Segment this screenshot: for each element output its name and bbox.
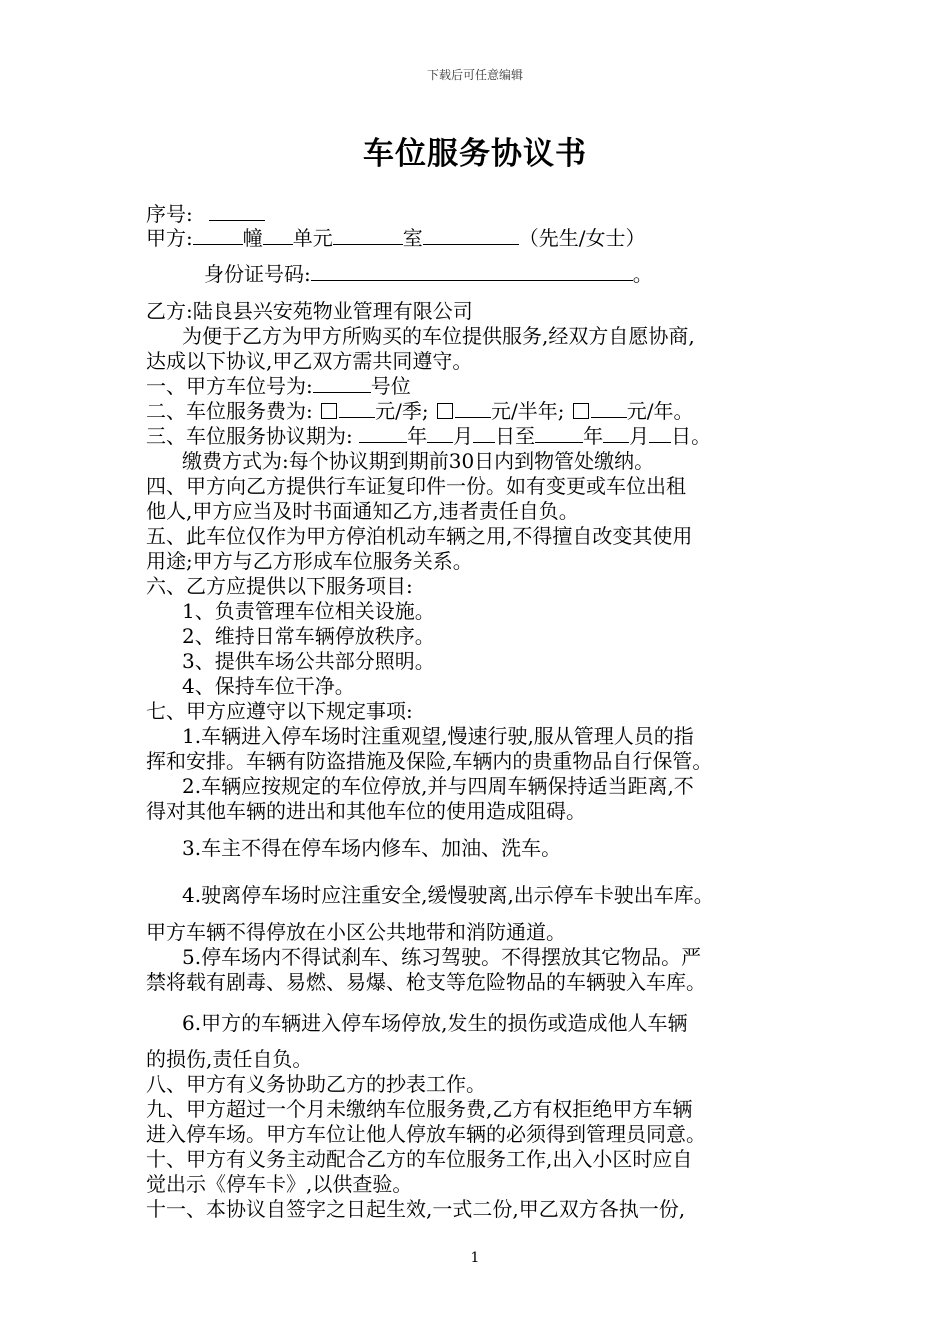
start-year-label: 年 [407, 424, 428, 448]
clause-10-line-2: 觉出示《停车卡》,以供查验。 [146, 1172, 413, 1196]
document-title: 车位服务协议书 [363, 136, 587, 172]
end-month-blank[interactable] [603, 424, 629, 443]
space-number-blank[interactable] [313, 374, 371, 393]
checkbox-season[interactable] [321, 403, 337, 419]
clause-1 [146, 374, 411, 398]
page-number: 1 [470, 1250, 480, 1266]
clause-2 [146, 399, 694, 423]
service-item: 3、提供车场公共部分照明。 [182, 649, 435, 673]
rule-6-line-2: 的损伤,责任自负。 [146, 1047, 313, 1071]
checkbox-half-year[interactable] [437, 403, 453, 419]
unit-label: 单元 [292, 226, 333, 250]
rule-6-line-1: 6.甲方的车辆进入停车场停放,发生的损伤或造成他人车辆 [182, 1011, 688, 1035]
checkbox-year[interactable] [573, 403, 589, 419]
fee-half-year-label: 元/半年; [490, 399, 565, 423]
service-item: 4、保持车位干净。 [182, 674, 355, 698]
page-header: 下载后可任意编辑 [426, 68, 523, 82]
clause-4-line-1: 四、甲方向乙方提供行车证复印件一份。如有变更或车位出租 [146, 474, 686, 498]
clause-9-line-1: 九、甲方超过一个月未缴纳车位服务费,乙方有权拒绝甲方车辆 [146, 1097, 693, 1121]
clause-9-line-2: 进入停车场。甲方车位让他人停放车辆的必须得到管理员同意。 [146, 1122, 706, 1146]
party-a-label: 甲方: [146, 226, 193, 250]
clause-5-line-1: 五、此车位仅作为甲方停泊机动车辆之用,不得擅自改变其使用 [146, 524, 693, 548]
end-month-label: 月 [629, 424, 650, 448]
building-blank[interactable] [193, 226, 243, 245]
id-number-blank[interactable] [311, 262, 633, 281]
clause-5-line-2: 用途;甲方与乙方形成车位服务关系。 [146, 549, 473, 573]
id-number-end: 。 [632, 262, 653, 286]
payment-method: 缴费方式为:每个协议期到期前30日内到物管处缴纳。 [182, 449, 655, 473]
rule-3: 3.车主不得在停车场内修车、加油、洗车。 [182, 836, 562, 860]
fee-year-blank[interactable] [591, 399, 627, 418]
clause-8: 八、甲方有义务协助乙方的抄表工作。 [146, 1072, 486, 1096]
end-day-blank[interactable] [649, 424, 671, 443]
start-day-blank[interactable] [473, 424, 495, 443]
id-number-label: 身份证号码: [204, 262, 311, 286]
clause-11: 十一、本协议自签字之日起生效,一式二份,甲乙双方各执一份, [146, 1197, 686, 1221]
rule-5-line-2: 禁将载有剧毒、易燃、易爆、枪支等危险物品的车辆驶入车库。 [146, 970, 706, 994]
serial-label: 序号: [146, 202, 193, 226]
start-month-label: 月 [453, 424, 474, 448]
name-blank[interactable] [423, 226, 519, 245]
title-suffix: （先生/女士） [518, 226, 646, 250]
clause-6: 六、乙方应提供以下服务项目: [146, 574, 413, 598]
party-b-line: 乙方:陆良县兴安苑物业管理有限公司 [146, 299, 473, 323]
rule-4-line-1: 4.驶离停车场时应注重安全,缓慢驶离,出示停车卡驶出车库。 [182, 883, 714, 907]
building-label: 幢 [242, 226, 263, 250]
end-day-label: 日。 [671, 424, 712, 448]
room-label: 室 [402, 226, 423, 250]
serial-line [146, 202, 265, 226]
rule-5-line-1: 5.停车场内不得试刹车、练习驾驶。不得摆放其它物品。严 [182, 945, 702, 969]
clause-3-text: 三、车位服务协议期为: [146, 424, 353, 448]
clause-1-suffix: 号位 [370, 374, 411, 398]
rule-1-line-2: 挥和安排。车辆有防盗措施及保险,车辆内的贵重物品自行保管。 [146, 749, 713, 773]
end-year-blank[interactable] [535, 424, 583, 443]
intro-line-1: 为便于乙方为甲方所购买的车位提供服务,经双方自愿协商, [182, 324, 695, 348]
fee-year-label: 元/年。 [626, 399, 694, 423]
party-a-line [146, 226, 646, 250]
clause-3 [146, 424, 711, 448]
serial-blank[interactable] [209, 202, 265, 221]
rule-2-line-2: 得对其他车辆的进出和其他车位的使用造成阻碍。 [146, 799, 586, 823]
clause-2-text: 二、车位服务费为: [146, 399, 313, 423]
service-item: 1、负责管理车位相关设施。 [182, 599, 435, 623]
room-blank[interactable] [333, 226, 403, 245]
clause-10-line-1: 十、甲方有义务主动配合乙方的车位服务工作,出入小区时应自 [146, 1147, 693, 1171]
intro-line-2: 达成以下协议,甲乙双方需共同遵守。 [146, 349, 473, 373]
fee-half-year-blank[interactable] [455, 399, 491, 418]
start-year-blank[interactable] [359, 424, 407, 443]
clause-4-line-2: 他人,甲方应当及时书面通知乙方,违者责任自负。 [146, 499, 579, 523]
service-item: 2、维持日常车辆停放秩序。 [182, 624, 435, 648]
fee-season-blank[interactable] [339, 399, 375, 418]
rule-2-line-1: 2.车辆应按规定的车位停放,并与四周车辆保持适当距离,不 [182, 774, 694, 798]
id-number-line [204, 262, 653, 286]
start-day-label: 日至 [495, 424, 536, 448]
rule-4-line-2: 甲方车辆不得停放在小区公共地带和消防通道。 [146, 920, 566, 944]
end-year-label: 年 [583, 424, 604, 448]
fee-season-label: 元/季; [375, 399, 429, 423]
rule-1-line-1: 1.车辆进入停车场时注重观望,慢速行驶,服从管理人员的指 [182, 724, 694, 748]
clause-7: 七、甲方应遵守以下规定事项: [146, 699, 413, 723]
start-month-blank[interactable] [427, 424, 453, 443]
clause-1-text: 一、甲方车位号为: [146, 374, 313, 398]
unit-blank[interactable] [263, 226, 293, 245]
